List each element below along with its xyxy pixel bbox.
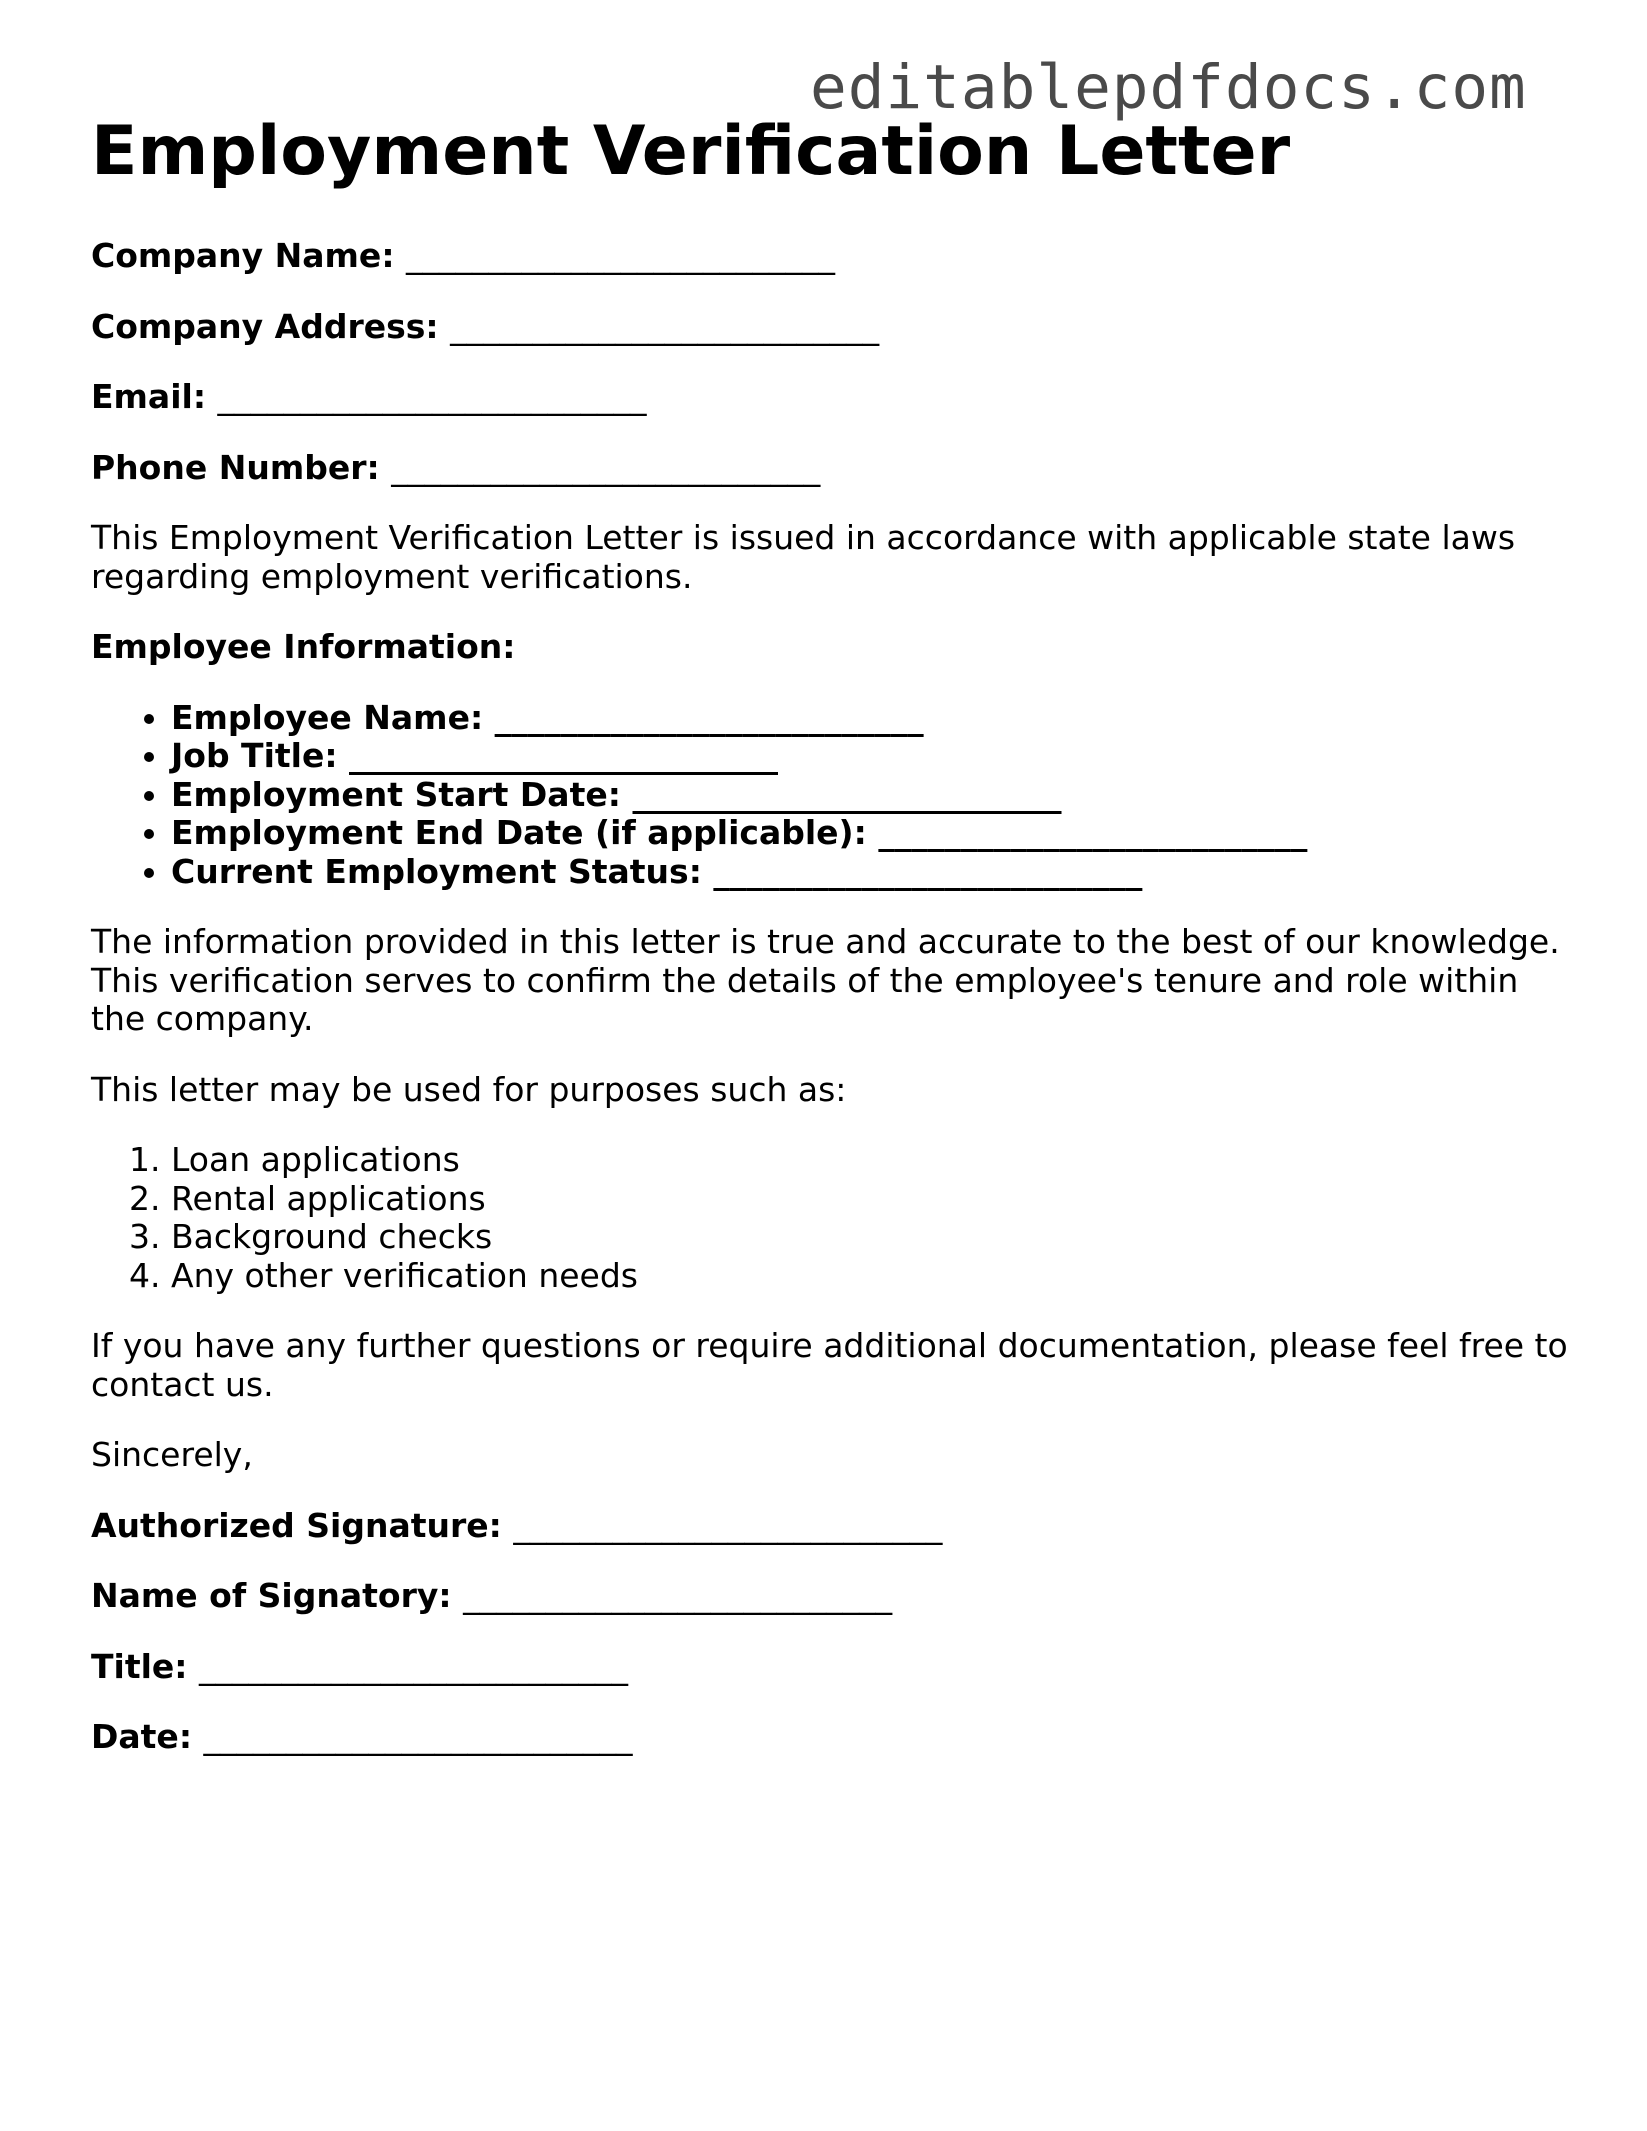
closing: Sincerely, — [91, 1435, 253, 1474]
fill-in-blank[interactable]: __________________________ — [632, 774, 1062, 814]
list-item: 4. Any other verification needs — [171, 1257, 1571, 1296]
employment-status-field — [171, 853, 1571, 892]
company-name-field — [91, 237, 1571, 276]
employee-name-field — [171, 699, 1571, 738]
fill-in-blank[interactable]: __________________________ — [406, 236, 836, 275]
fill-in-blank[interactable]: __________________________ — [513, 1505, 943, 1545]
fill-in-blank[interactable]: __________________________ — [450, 306, 880, 346]
field-label: Authorized Signature: — [91, 1505, 502, 1545]
list-item: 2. Rental applications — [171, 1180, 1571, 1219]
field-label: Current Employment Status: — [171, 851, 702, 891]
fill-in-blank[interactable]: __________________________ — [494, 697, 924, 737]
purposes-intro: This letter may be used for purposes such as: — [91, 1069, 847, 1109]
start-date-field — [171, 776, 1571, 815]
field-label: Employment End Date (if applicable): — [171, 813, 867, 852]
end-date-field — [171, 814, 1571, 853]
date-field — [91, 1718, 1571, 1757]
employee-info-list — [91, 699, 1571, 892]
email-field — [91, 378, 1571, 417]
field-label: Date: — [91, 1717, 193, 1756]
list-item: 1. Loan applications — [171, 1141, 1571, 1180]
signatory-title-field — [91, 1648, 1571, 1687]
field-label: Email: — [91, 377, 207, 416]
watermark: editablepdfdocs.com — [810, 52, 1527, 123]
fill-in-blank[interactable]: __________________________ — [199, 1646, 628, 1686]
signature-section — [91, 1507, 1571, 1757]
document-title: Employment Verification Letter — [91, 112, 1291, 191]
intro-paragraph: This Employment Verification Letter is issued in accordance with applicable state laws regarding employment verifications. — [91, 518, 1516, 596]
field-label: Title: — [91, 1646, 188, 1686]
signatory-name-field — [91, 1577, 1571, 1616]
authorized-signature-field — [91, 1507, 1571, 1546]
field-label: Company Address: — [91, 306, 439, 346]
fill-in-blank[interactable]: __________________________ — [203, 1717, 633, 1756]
job-title-field — [171, 737, 1571, 776]
employee-info-heading: Employee Information: — [91, 627, 516, 666]
field-label: Company Name: — [91, 236, 395, 275]
company-info-section — [91, 237, 1571, 487]
purposes-list — [91, 1141, 1571, 1295]
fill-in-blank[interactable]: __________________________ — [217, 377, 647, 416]
fill-in-blank[interactable]: __________________________ — [391, 447, 821, 487]
fill-in-blank[interactable]: __________________________ — [713, 851, 1143, 891]
field-label: Job Title: — [171, 736, 338, 775]
list-item: 3. Background checks — [171, 1218, 1571, 1257]
fill-in-blank[interactable]: __________________________ — [878, 813, 1308, 852]
field-label: Employment Start Date: — [171, 774, 621, 814]
contact-paragraph: If you have any further questions or require additional documentation, please feel free to contact us. — [91, 1326, 1568, 1404]
field-label: Name of Signatory: — [91, 1576, 452, 1615]
company-address-field — [91, 308, 1571, 347]
accuracy-paragraph: The information provided in this letter is true and accurate to the best of our knowledge. This verification serves to confirm the details of the employee's tenure and role within the company. — [91, 922, 1560, 1038]
letter-body — [91, 237, 1571, 1789]
field-label: Employee Name: — [171, 697, 484, 737]
fill-in-blank[interactable]: __________________________ — [463, 1576, 893, 1615]
fill-in-blank[interactable]: __________________________ — [349, 736, 779, 775]
field-label: Phone Number: — [91, 447, 380, 487]
phone-number-field — [91, 449, 1571, 488]
